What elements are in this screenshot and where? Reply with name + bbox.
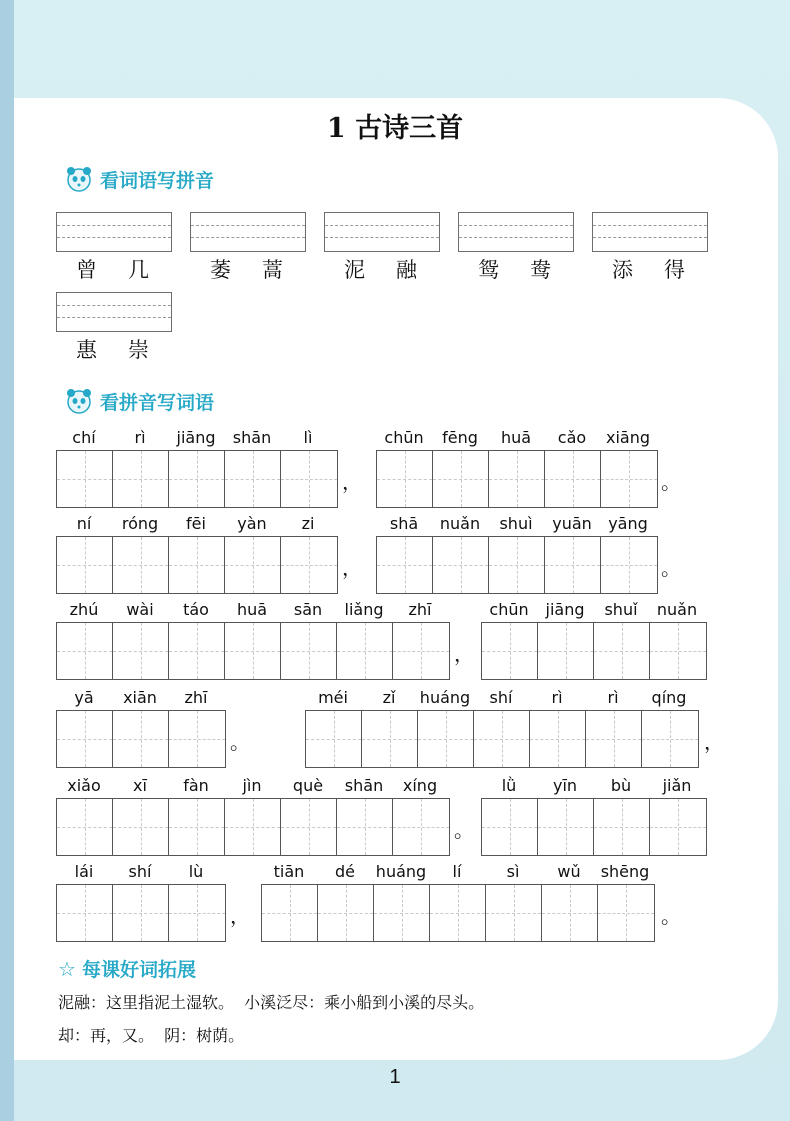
vocab-character: 崇 [128, 338, 149, 362]
pinyin-syllable: sì [506, 862, 520, 881]
character-cell[interactable] [169, 537, 225, 593]
page-spine [0, 0, 14, 1121]
character-cell[interactable] [377, 451, 433, 507]
pinyin-syllable: shān [344, 776, 384, 795]
character-cell[interactable] [113, 885, 169, 941]
pinyin-syllable: nuǎn [439, 514, 481, 533]
pinyin-syllable: shēng [600, 862, 650, 881]
pinyin-write-box[interactable] [56, 212, 172, 252]
character-cell[interactable] [586, 711, 642, 767]
pinyin-syllable: sān [293, 600, 323, 619]
character-grid [376, 450, 658, 508]
character-grid [56, 884, 226, 942]
pinyin-syllable: lǜ [501, 776, 517, 795]
punctuation-mark: 。 [661, 556, 681, 580]
character-grid [56, 536, 338, 594]
character-cell[interactable] [169, 711, 225, 767]
pinyin-syllable: yàn [237, 514, 267, 533]
character-grid [56, 622, 450, 680]
character-cell[interactable] [281, 799, 337, 855]
pinyin-syllable: què [292, 776, 324, 795]
section-heading-write-words [64, 386, 214, 416]
pinyin-syllable: jìn [242, 776, 262, 795]
character-cell[interactable] [225, 451, 281, 507]
pinyin-syllable: lí [452, 862, 462, 881]
panda-icon [64, 164, 94, 194]
pinyin-syllable: shān [232, 428, 272, 447]
pinyin-syllable: huáng [419, 688, 471, 707]
character-cell[interactable] [337, 623, 393, 679]
character-cell[interactable] [545, 537, 601, 593]
character-cell[interactable] [57, 799, 113, 855]
pinyin-syllable: lì [303, 428, 313, 447]
panda-icon [64, 386, 94, 416]
pinyin-syllable: xiǎo [67, 776, 101, 795]
character-grid [305, 710, 699, 768]
pinyin-syllable: shuì [499, 514, 533, 533]
pinyin-syllable: rì [134, 428, 146, 447]
pinyin-write-box[interactable] [190, 212, 306, 252]
pinyin-syllable: lù [188, 862, 204, 881]
character-cell[interactable] [262, 885, 318, 941]
pinyin-write-box[interactable] [56, 292, 172, 332]
pinyin-syllable: liǎng [344, 600, 384, 619]
character-cell[interactable] [281, 623, 337, 679]
pinyin-syllable: zhī [184, 688, 208, 707]
character-grid [376, 536, 658, 594]
pinyin-syllable: xiāng [605, 428, 650, 447]
pinyin-write-box[interactable] [458, 212, 574, 252]
pinyin-syllable: shuǐ [604, 600, 638, 619]
pinyin-syllable: zhú [69, 600, 99, 619]
pinyin-syllable: chūn [489, 600, 529, 619]
pinyin-syllable: jiǎn [662, 776, 692, 795]
pinyin-syllable: shā [389, 514, 419, 533]
punctuation-mark: ， [454, 642, 474, 666]
punctuation-mark: 。 [661, 904, 681, 928]
character-cell[interactable] [433, 537, 489, 593]
pinyin-syllable: róng [121, 514, 159, 533]
pinyin-syllable: shí [489, 688, 513, 707]
vocab-character: 添 [612, 258, 633, 282]
punctuation-mark: ， [342, 556, 362, 580]
character-cell[interactable] [594, 799, 650, 855]
character-cell[interactable] [281, 537, 337, 593]
character-grid [481, 798, 707, 856]
character-cell[interactable] [433, 451, 489, 507]
character-cell[interactable] [169, 799, 225, 855]
character-grid [481, 622, 707, 680]
punctuation-mark: ， [230, 904, 250, 928]
pinyin-syllable: yāng [608, 514, 648, 533]
character-cell[interactable] [650, 623, 706, 679]
character-grid [56, 450, 338, 508]
character-cell[interactable] [113, 451, 169, 507]
section-heading-write-pinyin [64, 164, 214, 194]
lesson-title: 1 古诗三首 [326, 113, 464, 144]
punctuation-mark: ， [342, 470, 362, 494]
pinyin-syllable: huā [236, 600, 268, 619]
vocab-note-line2: 却：再，又。 阴：树荫。 [58, 1026, 245, 1045]
character-cell[interactable] [542, 885, 598, 941]
character-cell[interactable] [113, 799, 169, 855]
pinyin-write-box[interactable] [592, 212, 708, 252]
pinyin-syllable: huā [500, 428, 532, 447]
character-cell[interactable] [486, 885, 542, 941]
character-cell[interactable] [225, 537, 281, 593]
vocab-character: 萎 [210, 258, 231, 282]
pinyin-syllable: lái [74, 862, 94, 881]
pinyin-syllable: shí [128, 862, 152, 881]
pinyin-syllable: táo [183, 600, 209, 619]
punctuation-mark: ， [704, 730, 724, 754]
character-cell[interactable] [418, 711, 474, 767]
section2-heading-text: 看拼音写词语 [100, 391, 215, 414]
character-cell[interactable] [225, 799, 281, 855]
character-cell[interactable] [169, 623, 225, 679]
character-cell[interactable] [530, 711, 586, 767]
vocab-character: 几 [128, 258, 149, 282]
character-cell[interactable] [594, 623, 650, 679]
character-cell[interactable] [113, 623, 169, 679]
character-cell[interactable] [57, 451, 113, 507]
pinyin-syllable: zǐ [382, 688, 396, 707]
pinyin-syllable: cǎo [557, 428, 587, 447]
page-number: 1 [389, 1066, 401, 1088]
vocab-character: 泥 [344, 258, 365, 282]
pinyin-syllable: xiān [123, 688, 157, 707]
character-cell[interactable] [538, 799, 594, 855]
character-cell[interactable] [57, 711, 113, 767]
pinyin-syllable: chí [72, 428, 96, 447]
section3-heading-text: 每课好词拓展 [81, 959, 196, 981]
character-cell[interactable] [374, 885, 430, 941]
character-cell[interactable] [169, 885, 225, 941]
character-cell[interactable] [538, 623, 594, 679]
pinyin-syllable: yuān [552, 514, 592, 533]
pinyin-syllable: méi [318, 688, 348, 707]
character-cell[interactable] [225, 623, 281, 679]
character-cell[interactable] [430, 885, 486, 941]
character-cell[interactable] [474, 711, 530, 767]
pinyin-syllable: yīn [552, 776, 578, 795]
section1-heading-text: 看词语写拼音 [100, 169, 215, 192]
pinyin-syllable: rì [551, 688, 563, 707]
pinyin-syllable: yā [74, 688, 94, 707]
pinyin-syllable: wǔ [557, 862, 581, 881]
vocab-character: 鸳 [478, 258, 499, 282]
pinyin-syllable: jiāng [176, 428, 216, 447]
pinyin-syllable: dé [335, 862, 355, 881]
pinyin-syllable: huáng [375, 862, 427, 881]
vocab-character: 惠 [76, 338, 97, 362]
pinyin-syllable: tiān [273, 862, 305, 881]
character-cell[interactable] [598, 885, 654, 941]
pinyin-syllable: xíng [402, 776, 438, 795]
pinyin-syllable: chūn [384, 428, 424, 447]
character-cell[interactable] [57, 623, 113, 679]
vocab-character: 曾 [76, 258, 97, 282]
character-cell[interactable] [393, 623, 449, 679]
pinyin-syllable: fēng [442, 428, 478, 447]
pinyin-syllable: jiāng [545, 600, 585, 619]
pinyin-syllable: nuǎn [656, 600, 698, 619]
character-cell[interactable] [482, 799, 538, 855]
character-cell[interactable] [169, 451, 225, 507]
section-heading-vocab [58, 955, 196, 982]
character-cell[interactable] [113, 711, 169, 767]
vocab-character: 鸯 [530, 258, 551, 282]
character-cell[interactable] [650, 799, 706, 855]
pinyin-syllable: qíng [651, 688, 687, 707]
character-grid [261, 884, 655, 942]
pinyin-syllable: fàn [183, 776, 209, 795]
character-cell[interactable] [601, 451, 657, 507]
pinyin-syllable: rì [607, 688, 619, 707]
character-cell[interactable] [489, 451, 545, 507]
pinyin-syllable: ní [76, 514, 92, 533]
punctuation-mark: 。 [230, 730, 250, 754]
pinyin-syllable: xī [133, 776, 147, 795]
vocab-character: 蒿 [262, 258, 283, 282]
character-cell[interactable] [113, 537, 169, 593]
character-cell[interactable] [545, 451, 601, 507]
character-cell[interactable] [601, 537, 657, 593]
character-cell[interactable] [57, 885, 113, 941]
character-cell[interactable] [482, 623, 538, 679]
pinyin-syllable: wài [126, 600, 154, 619]
character-cell[interactable] [393, 799, 449, 855]
star-icon: ☆ [58, 956, 76, 981]
character-cell[interactable] [318, 885, 374, 941]
punctuation-mark: 。 [661, 470, 681, 494]
character-cell[interactable] [362, 711, 418, 767]
character-cell[interactable] [337, 799, 393, 855]
character-cell[interactable] [57, 537, 113, 593]
pinyin-syllable: bù [610, 776, 632, 795]
punctuation-mark: 。 [454, 818, 474, 842]
character-cell[interactable] [281, 451, 337, 507]
character-cell[interactable] [642, 711, 698, 767]
vocab-character: 融 [396, 258, 417, 282]
pinyin-syllable: zhī [408, 600, 432, 619]
pinyin-syllable: zi [301, 514, 315, 533]
character-cell[interactable] [306, 711, 362, 767]
pinyin-write-box[interactable] [324, 212, 440, 252]
character-cell[interactable] [377, 537, 433, 593]
character-cell[interactable] [489, 537, 545, 593]
character-grid [56, 710, 226, 768]
character-grid [56, 798, 450, 856]
vocab-note-line1: 泥融：这里指泥土湿软。 小溪泛尽：乘小船到小溪的尽头。 [58, 993, 485, 1012]
pinyin-syllable: fēi [186, 514, 206, 533]
vocab-character: 得 [664, 258, 685, 282]
